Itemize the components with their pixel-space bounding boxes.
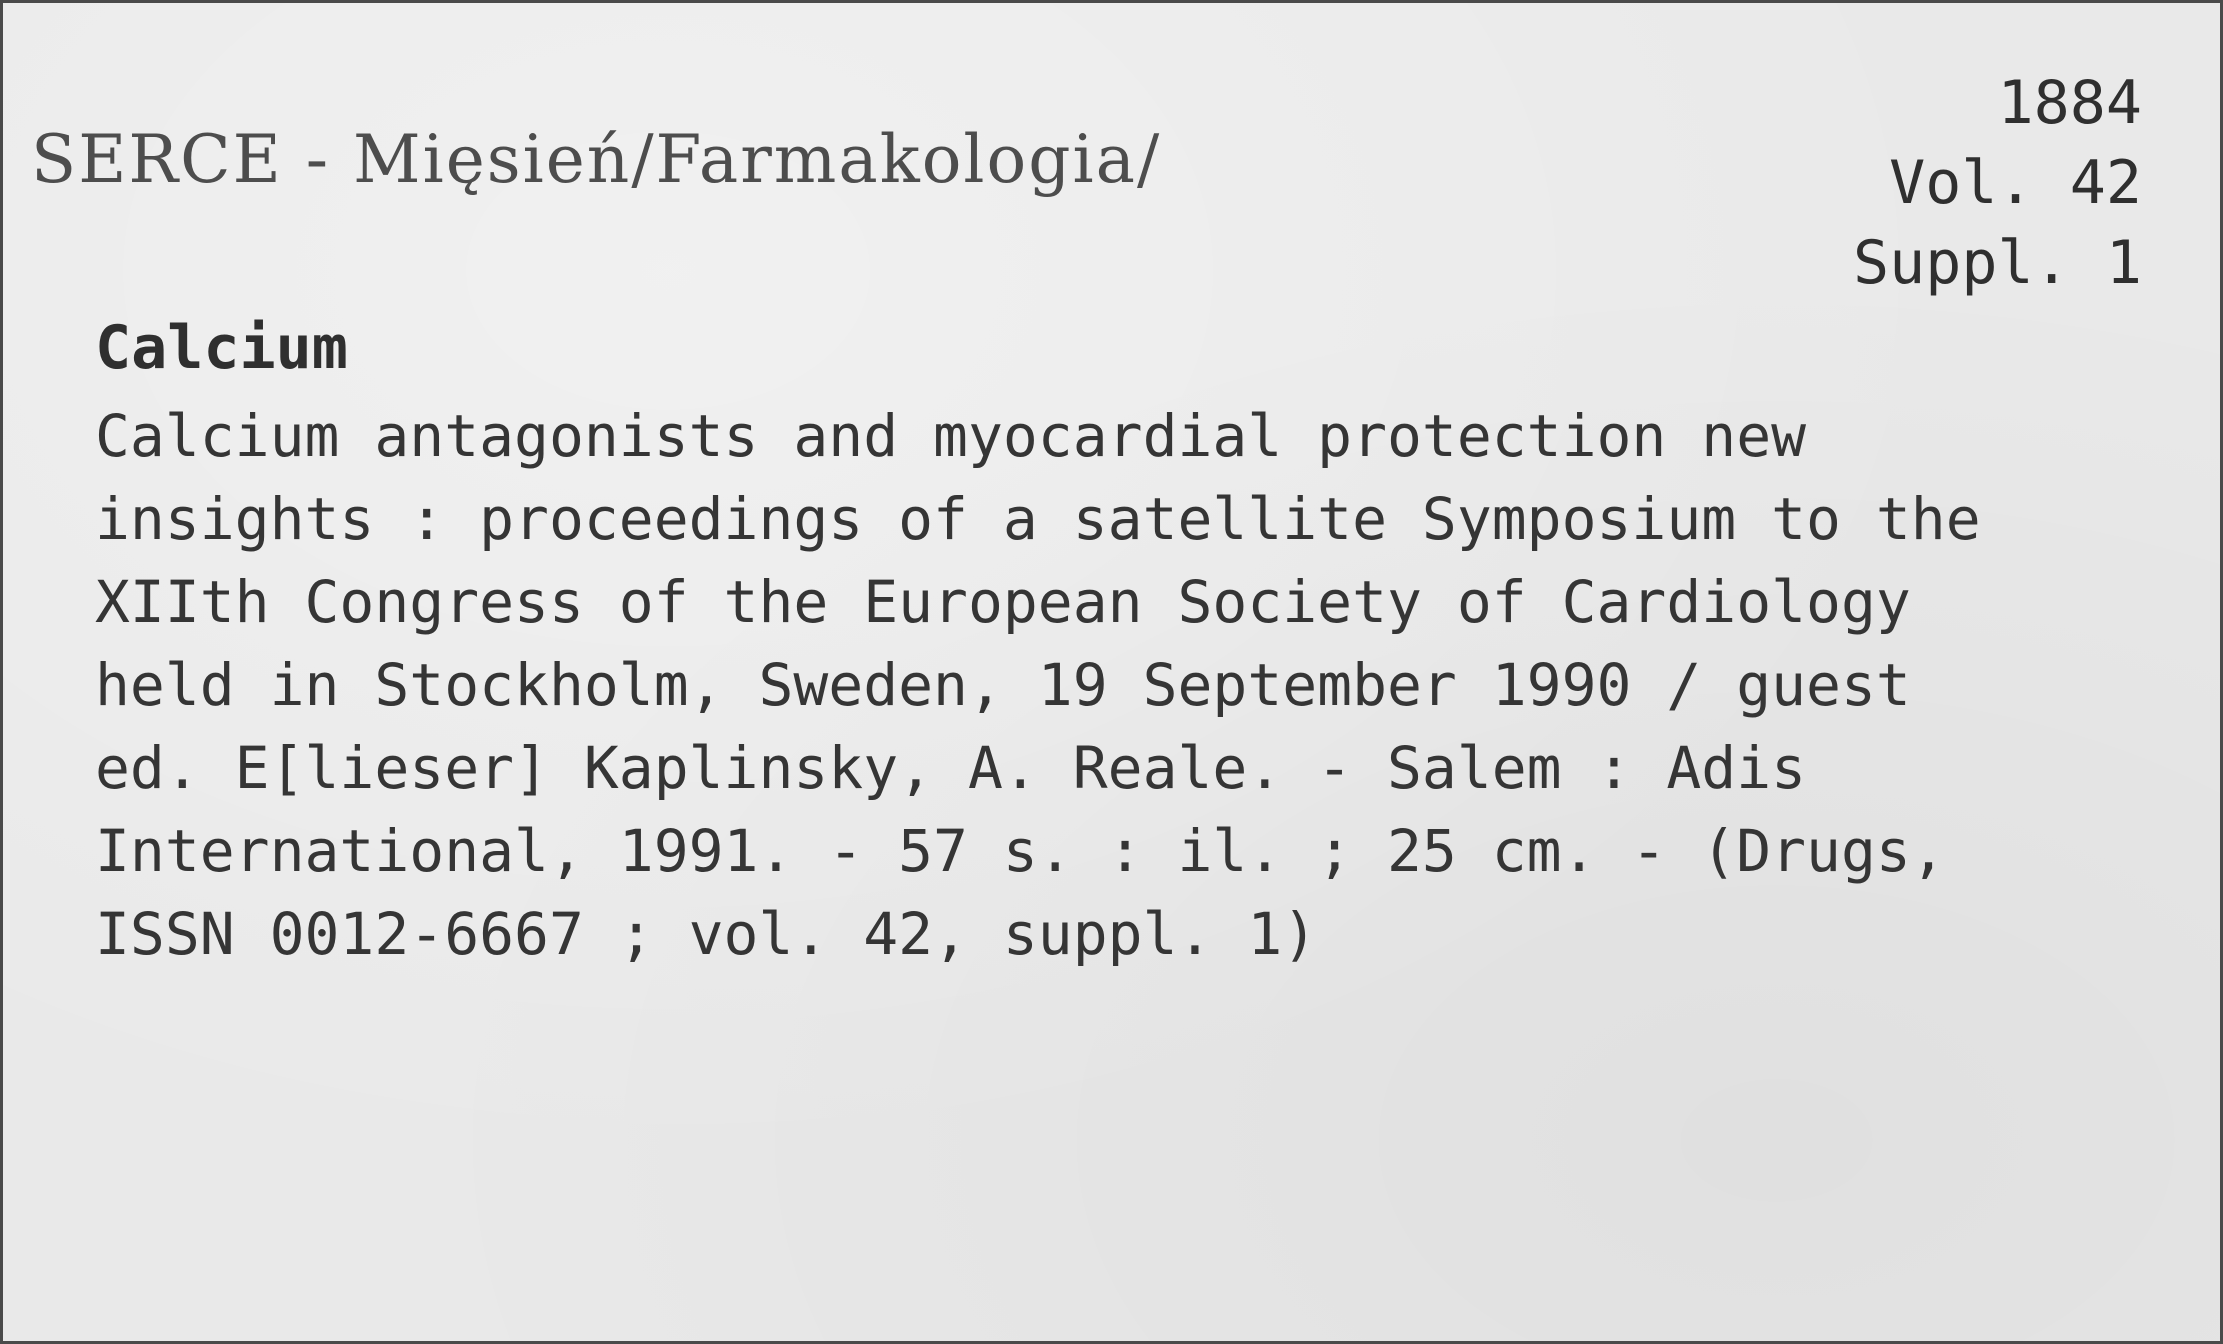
call-number	[1853, 63, 2142, 303]
volume-label: Vol. 42	[1889, 148, 2142, 218]
subject-heading: Calcium	[95, 313, 348, 383]
description-line: International, 1991. - 57 s. : il. ; 25 cm. - (Drugs,	[95, 817, 1946, 885]
card-heading: SERCE - Mięsień/Farmakologia/	[31, 121, 1162, 198]
bibliographic-description	[95, 395, 1981, 976]
supplement-label: Suppl. 1	[1853, 228, 2142, 298]
call-number-value: 1884	[1997, 68, 2142, 138]
description-line: Calcium antagonists and myocardial protection new	[95, 402, 1807, 470]
description-line: XIIth Congress of the European Society of Cardiology	[95, 568, 1911, 636]
description-line: insights : proceedings of a satellite Symposium to the	[95, 485, 1981, 553]
description-line: held in Stockholm, Sweden, 19 September 1990 / guest	[95, 651, 1911, 719]
description-line: ISSN 0012-6667 ; vol. 42, suppl. 1)	[95, 900, 1318, 968]
description-line: ed. E[lieser] Kaplinsky, A. Reale. - Salem : Adis	[95, 734, 1807, 802]
